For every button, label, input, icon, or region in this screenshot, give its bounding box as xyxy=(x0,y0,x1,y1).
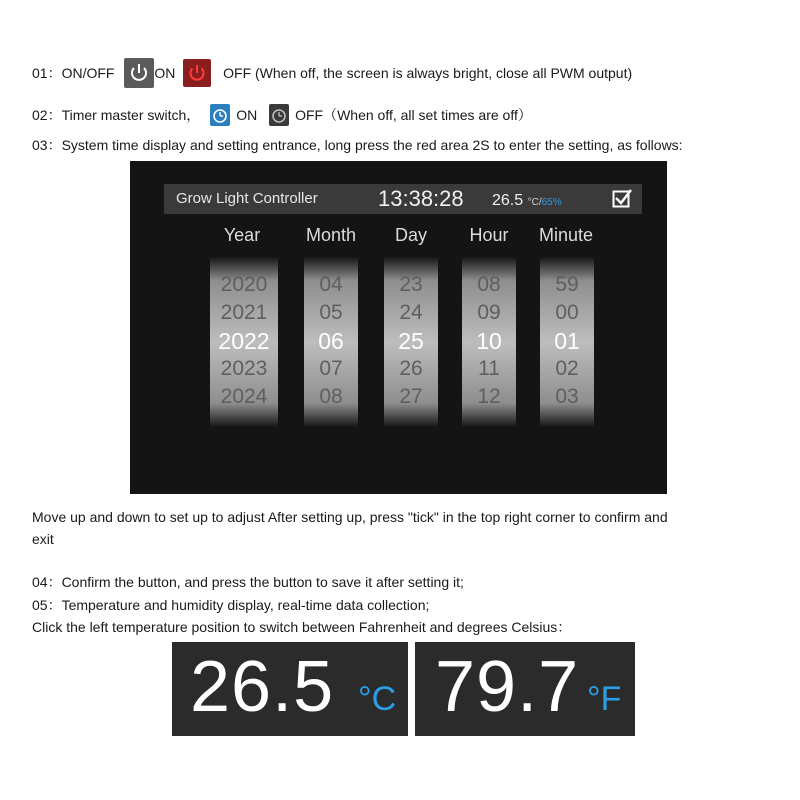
instruction-paragraph-end: exit xyxy=(32,531,54,547)
instruction-paragraph: Move up and down to set up to adjust After setting up, press "tick" in the top right corner to confirm and xyxy=(32,509,668,525)
timer-off-icon xyxy=(269,104,289,126)
day-value: 27 xyxy=(399,385,423,408)
fahrenheit-value: 79.7 xyxy=(435,647,580,727)
year-value: 2024 xyxy=(220,385,268,408)
day-value-selected: 25 xyxy=(398,328,424,354)
hour-value: 08 xyxy=(477,273,501,296)
system-time[interactable]: 13:38:28 xyxy=(378,186,464,211)
power-on-icon xyxy=(124,58,154,88)
hour-value: 12 xyxy=(477,385,501,408)
celsius-readout[interactable] xyxy=(172,642,408,736)
line-02-off-text: OFF（When off, all set times are off） xyxy=(295,107,532,123)
hour-value: 09 xyxy=(477,301,501,324)
year-wheel[interactable] xyxy=(210,257,278,427)
month-value: 08 xyxy=(319,385,343,408)
line-04: 04：Confirm the button, and press the button to save it after setting it; xyxy=(32,574,464,590)
header-temp-unit: °C/ xyxy=(527,197,542,208)
timer-on-icon xyxy=(210,104,230,126)
line-01 xyxy=(32,58,632,88)
month-value-selected: 06 xyxy=(318,328,344,354)
year-value-selected: 2022 xyxy=(218,328,270,354)
panel-header[interactable] xyxy=(164,184,642,214)
header-temperature xyxy=(492,192,562,210)
minute-value: 59 xyxy=(555,273,579,296)
line-05: 05：Temperature and humidity display, real-time data collection; xyxy=(32,597,430,613)
line-03: 03：System time display and setting entrance, long press the red area 2S to enter the setting, as follows: xyxy=(32,137,683,153)
minute-value: 03 xyxy=(555,385,579,408)
line-01-on: ON xyxy=(154,65,176,81)
minute-value: 00 xyxy=(555,301,579,324)
minute-wheel[interactable] xyxy=(540,257,594,427)
power-off-icon xyxy=(183,59,211,87)
hour-wheel[interactable] xyxy=(462,257,516,427)
header-humidity: 65% xyxy=(541,197,562,208)
fahrenheit-readout[interactable] xyxy=(415,642,635,736)
month-value: 04 xyxy=(319,273,343,296)
line-02 xyxy=(32,104,532,126)
col-label-minute: Minute xyxy=(538,225,594,245)
fahrenheit-unit: °F xyxy=(587,680,622,718)
year-value: 2023 xyxy=(220,357,268,380)
line-06: Click the left temperature position to switch between Fahrenheit and degrees Celsius： xyxy=(32,619,572,635)
col-label-month: Month xyxy=(305,225,357,245)
col-label-day: Day xyxy=(394,225,427,245)
month-value: 07 xyxy=(319,357,343,380)
minute-value: 02 xyxy=(555,357,579,380)
celsius-unit: °C xyxy=(358,680,397,718)
line-02-prefix: 02：Timer master switch， xyxy=(32,107,201,123)
confirm-tick-icon[interactable] xyxy=(612,188,632,208)
day-value: 23 xyxy=(399,273,423,296)
line-01-off-text: OFF (When off, the screen is always bright, close all PWM output) xyxy=(223,65,633,81)
year-value: 2021 xyxy=(220,301,268,324)
month-wheel[interactable] xyxy=(304,257,358,427)
line-02-on: ON xyxy=(236,107,258,123)
minute-value-selected: 01 xyxy=(554,328,580,354)
day-value: 24 xyxy=(399,301,423,324)
day-value: 26 xyxy=(399,357,423,380)
col-label-hour: Hour xyxy=(469,225,509,245)
year-value: 2020 xyxy=(220,273,268,296)
time-setting-panel xyxy=(130,161,667,494)
day-wheel[interactable] xyxy=(384,257,438,427)
line-01-prefix: 01：ON/OFF xyxy=(32,65,115,81)
hour-value-selected: 10 xyxy=(476,328,502,354)
panel-title: Grow Light Controller xyxy=(176,190,318,207)
month-value: 05 xyxy=(319,301,343,324)
hour-value: 11 xyxy=(478,357,500,380)
header-temp-value: 26.5 xyxy=(492,192,524,209)
celsius-value: 26.5 xyxy=(190,647,335,727)
col-label-year: Year xyxy=(223,225,261,245)
